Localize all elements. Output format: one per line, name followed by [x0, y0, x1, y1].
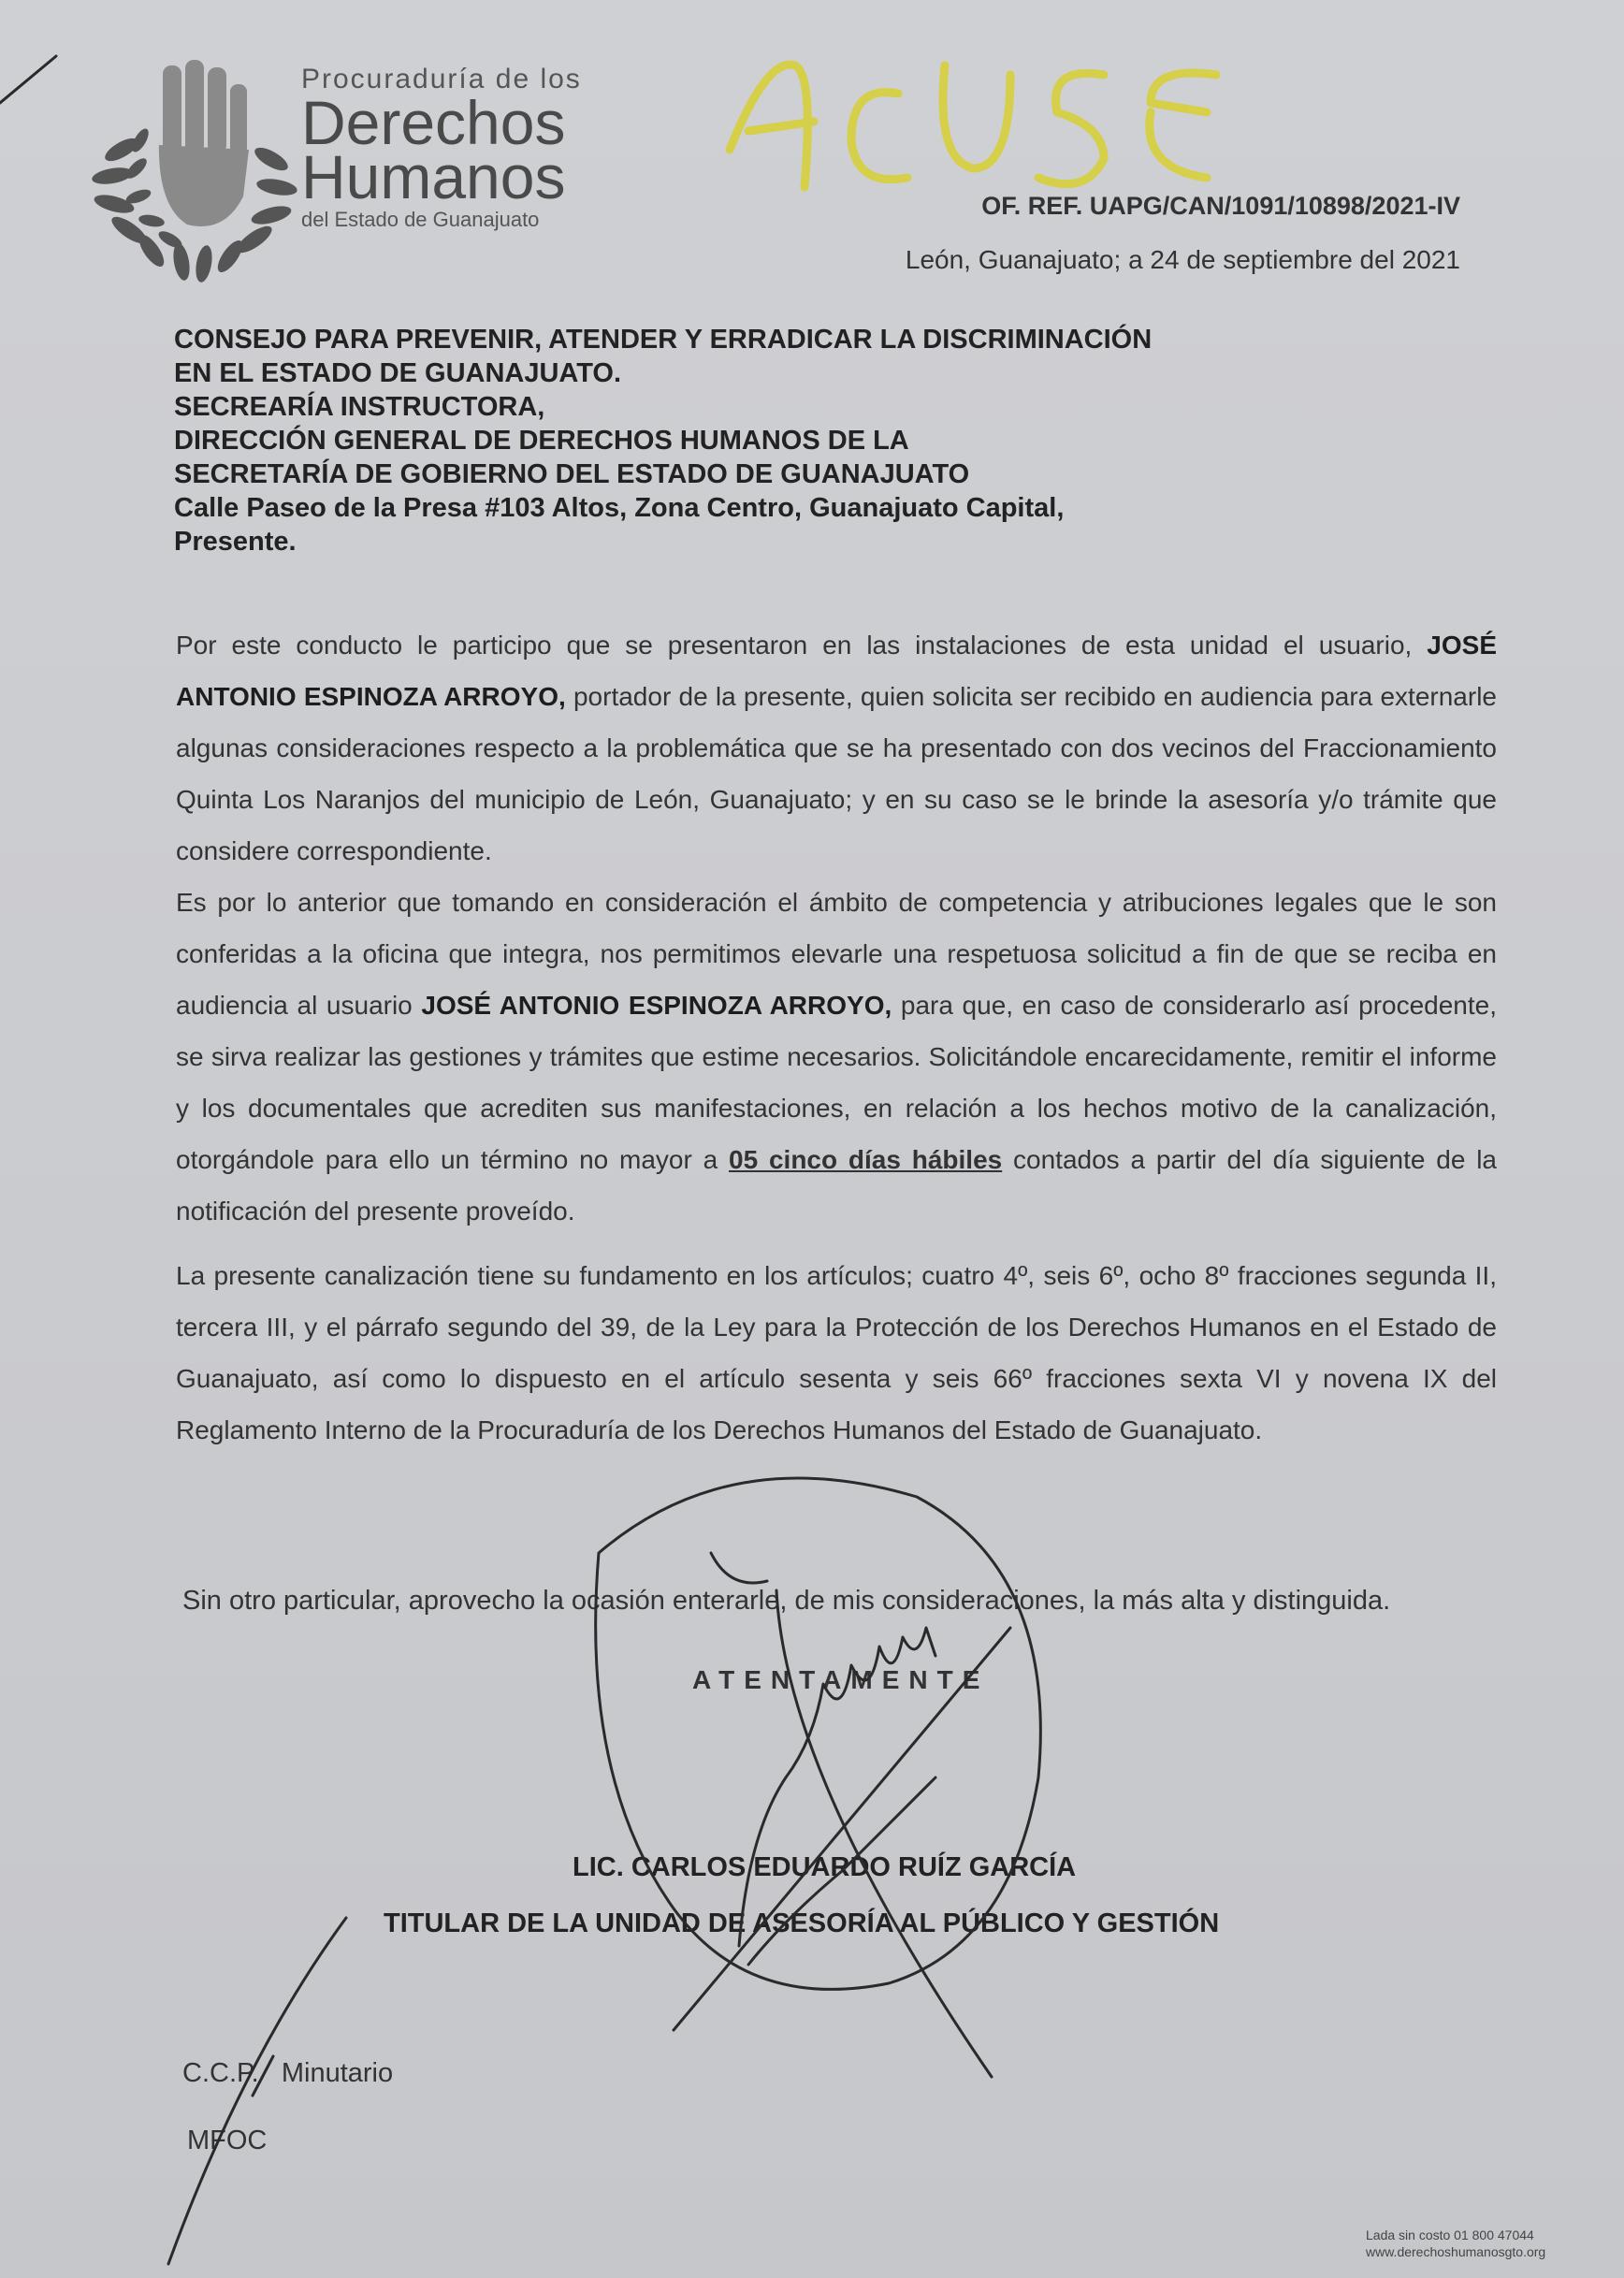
logo-line-4: del Estado de Guanajuato: [301, 208, 540, 231]
pen-stroke: [168, 1918, 346, 2264]
initials: MFOC: [187, 2126, 268, 2155]
acuse-handwritten-stamp: [711, 37, 1235, 206]
logo-line-3: Humanos: [301, 142, 566, 211]
addressee-line: SECRETARÍA DE GOBIERNO DEL ESTADO DE GUANAJUATO: [174, 459, 970, 489]
addressee-line: SECREARÍA INSTRUCTORA,: [174, 392, 545, 422]
paragraph-3: La presente canalización tiene su fundamento en los artículos; cuatro 4º, seis 6º, ocho 8º fracciones segunda II, tercera III, y el párrafo segundo del 39, de la Ley para la Protección de los Derechos Humanos en el Estado de Guanajuato, así como lo dispuesto en el artículo sesenta y seis 66º fracciones sexta VI y novena IX del Reglamento Interno de la Procuraduría de los Derechos Humanos del Estado de Guanajuato.: [176, 1261, 1497, 1444]
paragraph-2-text-b: para que, en caso de considerarlo así procedente, se sirva realizar las gestiones y trámites que estime necesarios. Solicitándole encarecidamente, remitir el informe y los documentales que acrediten sus manifestaciones, en relación a los hechos motivo de la canalización, otorgándole para ello un término no mayor a: [176, 991, 1498, 1174]
deadline-term: 05 cinco días hábiles: [729, 1145, 1003, 1174]
addressee-line: EN EL ESTADO DE GUANAJUATO.: [174, 358, 622, 388]
atentamente-label: ATENTAMENTE: [692, 1665, 990, 1694]
institution-logo: [84, 56, 608, 290]
paragraph-2-text-c: contados a partir del día siguiente de la notificación del presente proveído.: [176, 1145, 1498, 1226]
paragraph-1-text-b: portador de la presente, quien solicita ser recibido en audiencia para externarle algunas consideraciones respecto a la problemática que se ha presentado con dos vecinos del Fraccionamiento Quinta Los Naranjos del municipio de León, Guanajuato; y en su caso se le brinde la asesoría y/o trámite que considere correspondiente.: [176, 682, 1497, 865]
addressee-line: DIRECCIÓN GENERAL DE DERECHOS HUMANOS DE LA: [174, 426, 909, 456]
closing-sentence: Sin otro particular, aprovecho la ocasión enterarle, de mis consideraciones, la más alta y distinguida.: [182, 1586, 1391, 1616]
addressee-line: Presente.: [174, 527, 297, 557]
ccp-line: [182, 2058, 393, 2089]
user-name: JOSÉ ANTONIO ESPINOZA ARROYO,: [421, 991, 892, 1020]
corner-pen-mark: [0, 56, 56, 103]
signature-scribble: [711, 1553, 767, 1583]
addressee-line: Calle Paseo de la Presa #103 Altos, Zona Centro, Guanajuato Capital,: [174, 493, 1065, 523]
paragraph-2: [176, 877, 1497, 1237]
logo-line-2: Derechos: [301, 88, 566, 157]
ccp-label: C.C.P.: [182, 2058, 259, 2088]
footer-contact: [1366, 2227, 1545, 2260]
signature-cross-stroke: [776, 1590, 992, 2077]
reference-number: OF. REF. UAPG/CAN/1091/10898/2021-IV: [981, 192, 1460, 220]
letter-body: [176, 619, 1497, 1456]
paragraph-1-text-a: Por este conducto le participo que se presentaron en las instalaciones de esta unidad el usuario,: [176, 631, 1413, 660]
hand-wreath-icon: [84, 56, 299, 290]
paragraph-1: [176, 619, 1497, 877]
letter-date: León, Guanajuato; a 24 de septiembre del 2021: [905, 245, 1460, 274]
signer-name: LIC. CARLOS EDUARDO RUÍZ GARCÍA: [573, 1852, 1077, 1882]
logo-wordmark: [301, 64, 582, 232]
addressee-line: CONSEJO PARA PREVENIR, ATENDER Y ERRADICAR LA DISCRIMINACIÓN: [174, 325, 1153, 355]
addressee-block: [174, 323, 1152, 559]
ccp-value: Minutario: [281, 2058, 394, 2088]
footer-line-2: www.derechoshumanosgto.org: [1366, 2244, 1546, 2259]
signer-title: TITULAR DE LA UNIDAD DE ASESORÍA AL PÚBLICO Y GESTIÓN: [384, 1908, 1220, 1938]
paragraph-2-text-a: Es por lo anterior que tomando en consideración el ámbito de competencia y atribuciones legales que le son conferidas a la oficina que integra, nos permitimos elevarle una respetuosa solicitud a fin de que se reciba en audiencia al usuario: [176, 888, 1497, 1020]
logo-line-1: Procuraduría de los: [301, 64, 582, 94]
footer-line-1: Lada sin costo 01 800 47044: [1366, 2227, 1534, 2242]
user-name: JOSÉ ANTONIO ESPINOZA ARROYO,: [176, 631, 1497, 711]
